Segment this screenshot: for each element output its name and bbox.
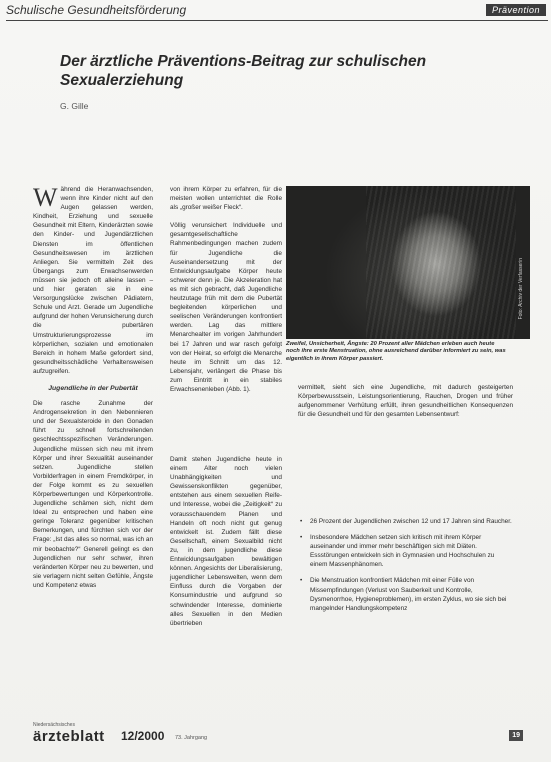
list-item: • 26 Prozent der Jugendlichen zwischen 12 und 17 Jahren sind Raucher.	[310, 517, 513, 526]
list-item: • Insbesondere Mädchen setzen sich kritisch mit ihrem Körper auseinander und immer mehr beschäftigen sich mit Diäten. Essstörungen entwickeln sich in Gymnasien und Hochschulen zu einem Massenphänomen.	[310, 533, 513, 569]
article-photo	[286, 186, 530, 339]
photo-caption: Zweifel, Unsicherheit, Ängste: 20 Prozent aller Mädchen erleben auch heute noch ihre erste Menstruation, ohne ausreichend darüber informiert zu sein, was eigentlich in ihrem Körper passiert.	[286, 341, 506, 362]
paragraph: Damit stehen Jugendliche heute in einem Alter noch vielen Unabhängigkeiten und Gewissenskonflikten gegenüber, entstehen aus einem sexuellen Reife- und Interesse, wobei die „Zeitigkeit“ zu vorausschauendem Planen und Handeln oft noch nicht gut genug entwickelt ist. Zudem fällt diese Gesellschaft, einem Sexualbild nicht zu, in dem jugendliche diese Entwicklungsaufgaben bewältigen können. Angesichts der Liberalisierung, jugendlicher Lebenswelten, wenn dem Einfluss durch die Vorgaben der Konsumindustrie und aufgrund so schwindender Interesse, dominierte alles Sexuellen in den Medien übertrieben	[170, 456, 282, 627]
running-head	[6, 2, 548, 21]
paragraph-text: ährend die Heranwachsenden, wenn ihre Kinder nicht auf den Augen gelassen werden, Kindheit, Erziehung und sexuelle Gesundheit mit Eltern, Kinderärzten sowie den Kinder- und Jugendärztlichen Diensten im öffentlichen Gesundheitswesen im ärztlichen Anliegen. Sie vermitteln Zeit des Übergangs zum Erwachsenwerden müssen sie jedoch oft alleine lassen – und hier geraten sie in eine Versorgungslücke zwischen Pädiatern, Schule und Arzt. Gerade um Jugendliche aufgrund der hohen Verunsicherung durch die pubertären Umstrukturierungsprozesse im körperlichen, sozialen und emotionalen Bereich in hohem Maße gefordert sind, gesundheitsschädliche Verhaltensweisen aufzugreifen.	[33, 186, 153, 375]
body-column-right	[298, 383, 513, 419]
journal-issue: 12/2000	[121, 729, 165, 743]
paragraph: Völlig verunsichert Individuelle und gesamtgesellschaftliche Rahmenbedingungen machen zudem für Jugendliche die Auseinandersetzung mit der Entwicklungsaufgabe Körper heute schwerer denn je. Die Akzeleration hat es mit sich gebracht, daß Jugendliche heutzutage früh mit dem die Pubertät begleitenden körperlichen und seelischen Veränderungen konfrontiert werden. Lag das mittlere Menarchealter im vorigen Jahrhundert bei 17 Jahren und war rasch gefolgt von der Heirat, so erfolgt die Menarche heute im Schnitt um das 12. Lebensjahr, verlängert die Phase bis zum Eintritt in ein stabiles Erwachsenenleben (Abb. 1).	[170, 222, 282, 393]
article-author: G. Gille	[60, 101, 89, 111]
page-footer	[33, 722, 523, 752]
running-head-badge: Prävention	[486, 4, 546, 16]
running-head-section: Schulische Gesundheitsförderung	[6, 3, 187, 17]
photo-texture	[366, 186, 516, 339]
journal-name: ärzteblatt	[33, 728, 105, 745]
body-column-middle-lower	[170, 455, 282, 628]
body-column-middle	[170, 185, 282, 394]
section-subhead: Jugendliche in der Pubertät	[48, 384, 138, 392]
paragraph	[33, 185, 153, 376]
journal-volume: 73. Jahrgang	[175, 735, 208, 741]
bullet-list	[298, 517, 513, 620]
paragraph: vermittelt, sieht sich eine Jugendliche, mit dadurch gesteigerten Körperbewusstsein, Leistungsorientierung, Rauchen, Drogen und früher aufgenommener Verhütung erfüllt, ihren gesundheitlichen Konsequenzen für die Gesundheit und für den gesamten Lebensentwurf:	[298, 384, 513, 419]
page-number: 19	[509, 730, 523, 741]
list-item: • Die Menstruation konfrontiert Mädchen mit einer Fülle von Missempfindungen (Verlust von Sauberkeit und Kontrolle, Dysmenorrhoe, Hygieneproblemen), im ersten Zyklus, wo sie sich bei mangelnder Handlungskompetenz	[310, 576, 513, 612]
photo-credit: Foto: Archiv der Verfasserin	[518, 257, 524, 319]
article-title: Der ärztliche Präventions-Beitrag zur schulischen Sexualerziehung	[60, 53, 427, 89]
journal-publisher: Niedersächsisches	[33, 722, 75, 728]
paragraph: von ihrem Körper zu erfahren, für die meisten wollen unterrichtet die Rolle als „großer weißer Fleck“.	[170, 186, 282, 212]
paragraph: Die rasche Zunahme der Androgensekretion in den Nebennieren und der Sexualsteroide in den Gonaden führt zu schnell fortschreitenden geschlechtsspezifischen Veränderungen. Jugendliche müssen sich neu mit ihrem Körper und ihrer Sexualität auseinander setzen. Jugendliche stellen Vorbilderfragen in einem Fremdkörper, in der Folge kommt es zu sexuellen Körperbewertungen und Körperkontrolle. Jugendliche schämen sich, nicht dem Ideal zu entsprechen und haben eine geringe Toleranz gegenüber kritischen Bemerkungen, und fürchten sich vor der Frage: „Ist das alles so normal, was ich an mir beobachte?“ Generell gelingt es den Jugendlichen nur sehr schwer, ihren veränderten Körper neu zu bewerten, und sie verlagern nicht selten Gefühle, Ängste und Kompetenz etwas	[33, 400, 153, 589]
body-column-left	[33, 185, 153, 590]
dropcap: W	[33, 183, 58, 212]
